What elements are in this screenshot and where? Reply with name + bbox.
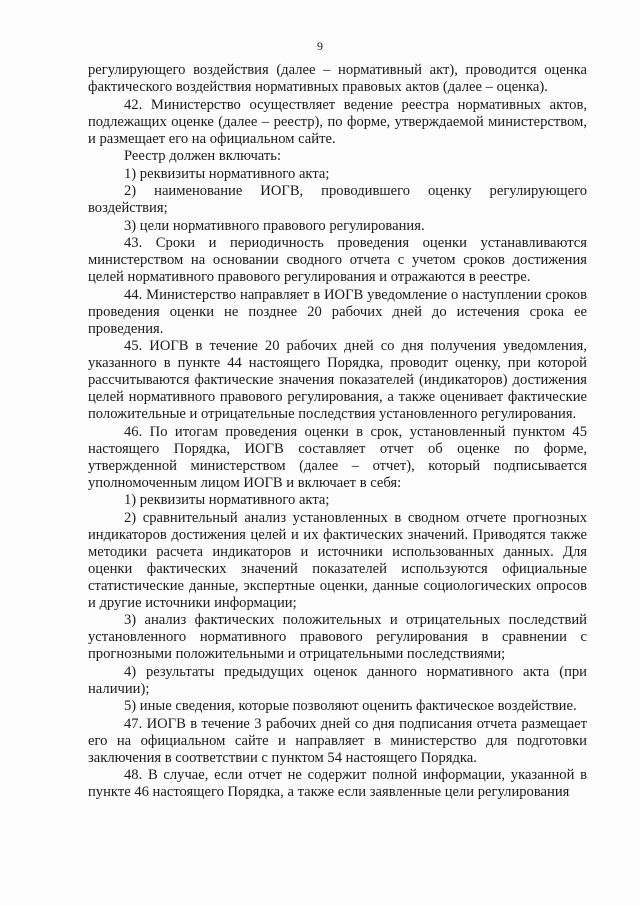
- paragraph: 2) сравнительный анализ установленных в сводном отчете прогнозных индикаторов достижения целей и их фактических значений. Приводятся также методики расчета индикаторов и источники использованных данных. Для оценки фактических значений показателей используются официальные статистические данные, экспертные оценки, данные социологических опросов и другие источники информации;: [88, 509, 587, 611]
- document-body: [88, 62, 587, 801]
- paragraph: 3) анализ фактических положительных и отрицательных последствий установленного нормативного правового регулирования в сравнении с прогнозными положительными и отрицательными последствиями;: [88, 612, 587, 662]
- page-number: 9: [317, 39, 323, 53]
- paragraph: 44. Министерство направляет в ИОГВ уведомление о наступлении сроков проведения оценки не позднее 20 рабочих дней до истечения срока ее проведения.: [88, 286, 587, 337]
- paragraph: 1) реквизиты нормативного акта;: [124, 492, 330, 508]
- paragraph: 48. В случае, если отчет не содержит полной информации, указанной в пункте 46 настоящего Порядка, а также если заявленные цели регулирования: [88, 767, 587, 800]
- paragraph: 43. Сроки и периодичность проведения оценки устанавливаются министерством на основании сводного отчета с учетом сроков достижения целей нормативного правового регулирования и отражаются в реестре.: [88, 235, 587, 285]
- paragraph: 2) наименование ИОГВ, проводившего оценку регулирующего воздействия;: [88, 183, 587, 216]
- paragraph: 46. По итогам проведения оценки в срок, установленный пунктом 45 настоящего Порядка, ИОГВ составляет отчет об оценке по форме, утвержденной министерством (далее – отчет), который подписывается уполномоченным лицом ИОГВ и включает в себя:: [88, 423, 587, 491]
- paragraph: 45. ИОГВ в течение 20 рабочих дней со дня получения уведомления, указанного в пункте 44 настоящего Порядка, проводит оценку, при которой рассчитываются фактические значения показателей (индикаторов) достижения целей нормативного правового регулирования, а также оценивает фактические положительные и отрицательные последствия установленного регулирования.: [88, 338, 587, 422]
- paragraph: 4) результаты предыдущих оценок данного нормативного акта (при наличии);: [88, 663, 587, 697]
- paragraph: 47. ИОГВ в течение 3 рабочих дней со дня подписания отчета размещает его на официальном сайте и направляет в министерство для подготовки заключения в соответствии с пунктом 54 настоящего Порядка.: [88, 715, 587, 766]
- paragraph: Реестр должен включать:: [124, 148, 281, 164]
- paragraph: 1) реквизиты нормативного акта;: [124, 165, 330, 182]
- paragraph: регулирующего воздействия (далее – нормативный акт), проводится оценка фактического воздействия нормативных правовых актов (далее – оценка).: [88, 62, 587, 95]
- paragraph: 5) иные сведения, которые позволяют оценить фактическое воздействие.: [124, 698, 577, 714]
- paragraph: 42. Министерство осуществляет ведение реестра нормативных актов, подлежащих оценке (далее – реестр), по форме, утверждаемой министерством, и размещает его на официальном сайте.: [88, 96, 587, 147]
- paragraph: 3) цели нормативного правового регулирования.: [124, 217, 425, 234]
